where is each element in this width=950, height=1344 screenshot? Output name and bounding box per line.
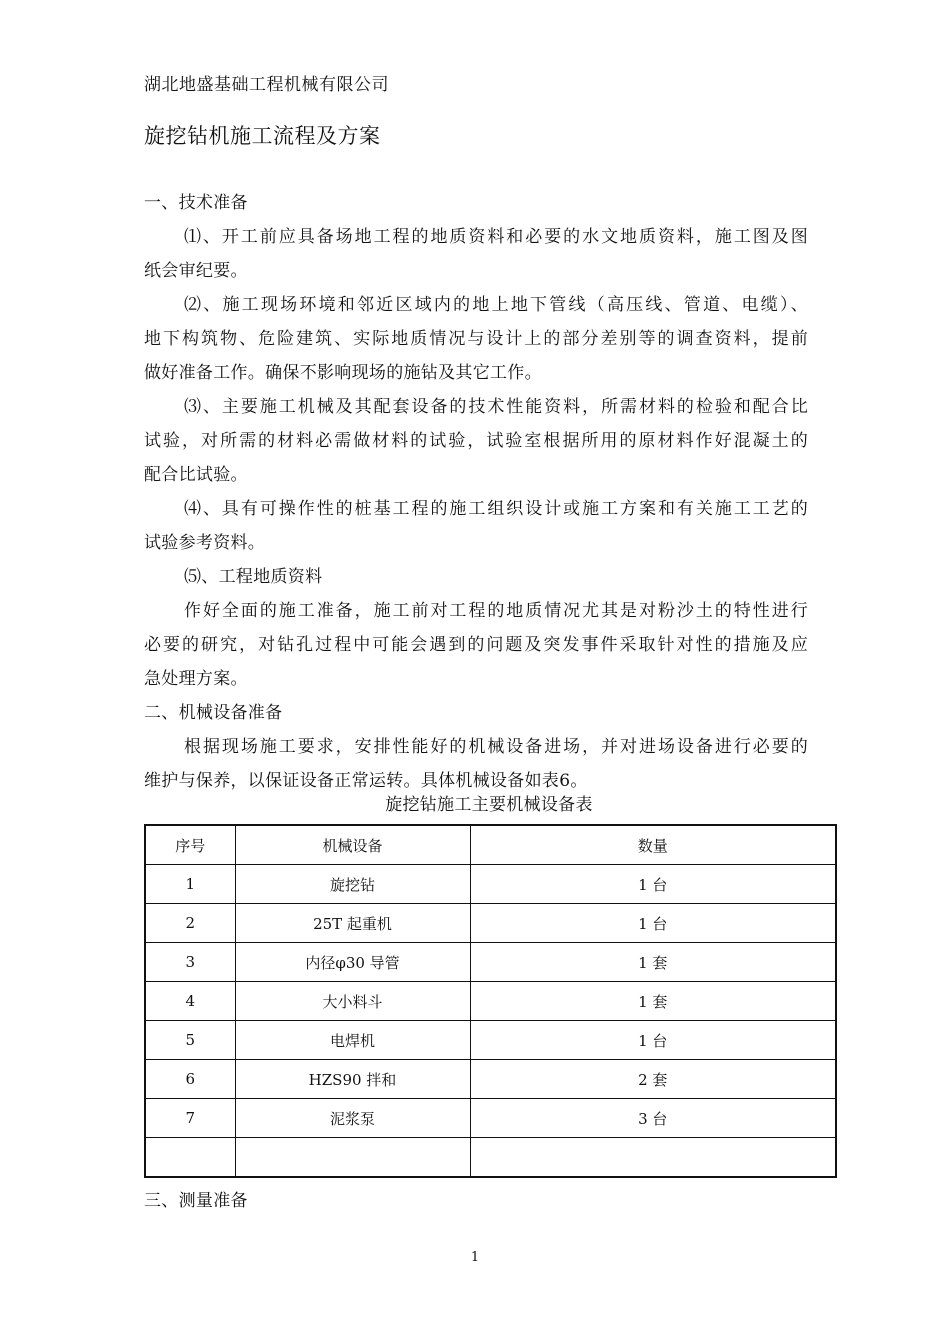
table-header-row <box>145 825 836 865</box>
table-row <box>145 1099 836 1138</box>
cell-index: 5 <box>145 1021 235 1060</box>
cell-equipment: 25T 起重机 <box>235 904 470 943</box>
table-caption: 旋挖钻施工主要机械设备表 <box>385 795 593 815</box>
cell-quantity: 3 台 <box>470 1099 836 1138</box>
table-row <box>145 1138 836 1178</box>
cell-index: 6 <box>145 1060 235 1099</box>
text-line: 做好准备工作。确保不影响现场的施钻及其它工作。 <box>144 363 542 383</box>
header-equipment: 机械设备 <box>235 825 470 865</box>
cell-quantity: 1 台 <box>470 865 836 904</box>
cell-equipment: 泥浆泵 <box>235 1099 470 1138</box>
equipment-table <box>144 824 837 1178</box>
table-body <box>145 865 836 1178</box>
cell-index: 3 <box>145 943 235 982</box>
text-line: ⑸、工程地质资料 <box>184 567 323 587</box>
cell-equipment <box>235 1138 470 1178</box>
cell-index: 4 <box>145 982 235 1021</box>
cell-equipment: 大小料斗 <box>235 982 470 1021</box>
text-line: 地下构筑物、危险建筑、实际地质情况与设计上的部分差别等的调查资料，提前 <box>144 329 808 349</box>
text-line: ⑷、具有可操作性的桩基工程的施工组织设计或施工方案和有关施工工艺的 <box>184 499 808 519</box>
table-row <box>145 1060 836 1099</box>
table-row <box>145 865 836 904</box>
cell-quantity <box>470 1138 836 1178</box>
header-index: 序号 <box>145 825 235 865</box>
page-number: 1 <box>470 1250 480 1265</box>
table-row <box>145 943 836 982</box>
cell-equipment: 电焊机 <box>235 1021 470 1060</box>
header-quantity: 数量 <box>470 825 836 865</box>
body-text <box>144 186 808 798</box>
document-title: 旋挖钻机施工流程及方案 <box>144 124 381 148</box>
text-line: 急处理方案。 <box>144 669 248 689</box>
text-line: 试验参考资料。 <box>144 533 266 553</box>
cell-index: 7 <box>145 1099 235 1138</box>
company-name: 湖北地盛基础工程机械有限公司 <box>144 75 389 95</box>
text-line: 维护与保养，以保证设备正常运转。具体机械设备如表6。 <box>144 771 588 791</box>
table-row <box>145 1021 836 1060</box>
section-heading-measurement: 三、测量准备 <box>144 1191 248 1211</box>
cell-equipment: 旋挖钻 <box>235 865 470 904</box>
table-row <box>145 904 836 943</box>
cell-index: 1 <box>145 865 235 904</box>
text-line: 试验，对所需的材料必需做材料的试验，试验室根据所用的原材料作好混凝土的 <box>144 431 808 451</box>
cell-index: 2 <box>145 904 235 943</box>
text-line: 一、技术准备 <box>144 193 248 213</box>
cell-quantity: 2 套 <box>470 1060 836 1099</box>
text-line: 根据现场施工要求，安排性能好的机械设备进场，并对进场设备进行必要的 <box>184 737 808 757</box>
text-line: ⑵、施工现场环境和邻近区域内的地上地下管线（高压线、管道、电缆）、 <box>184 295 808 315</box>
text-line: 必要的研究，对钻孔过程中可能会遇到的问题及突发事件采取针对性的措施及应 <box>144 635 808 655</box>
cell-equipment: 内径φ30 导管 <box>235 943 470 982</box>
cell-quantity: 1 套 <box>470 943 836 982</box>
text-line: 作好全面的施工准备，施工前对工程的地质情况尤其是对粉沙土的特性进行 <box>184 601 808 621</box>
table-row <box>145 982 836 1021</box>
cell-quantity: 1 台 <box>470 904 836 943</box>
text-line: ⑴、开工前应具备场地工程的地质资料和必要的水文地质资料，施工图及图 <box>184 227 808 247</box>
cell-quantity: 1 台 <box>470 1021 836 1060</box>
text-line: 二、机械设备准备 <box>144 703 283 723</box>
cell-index <box>145 1138 235 1178</box>
cell-equipment: HZS90 拌和 <box>235 1060 470 1099</box>
text-line: 配合比试验。 <box>144 465 248 485</box>
text-line: 纸会审纪要。 <box>144 261 248 281</box>
cell-quantity: 1 套 <box>470 982 836 1021</box>
text-line: ⑶、主要施工机械及其配套设备的技术性能资料，所需材料的检验和配合比 <box>184 397 808 417</box>
